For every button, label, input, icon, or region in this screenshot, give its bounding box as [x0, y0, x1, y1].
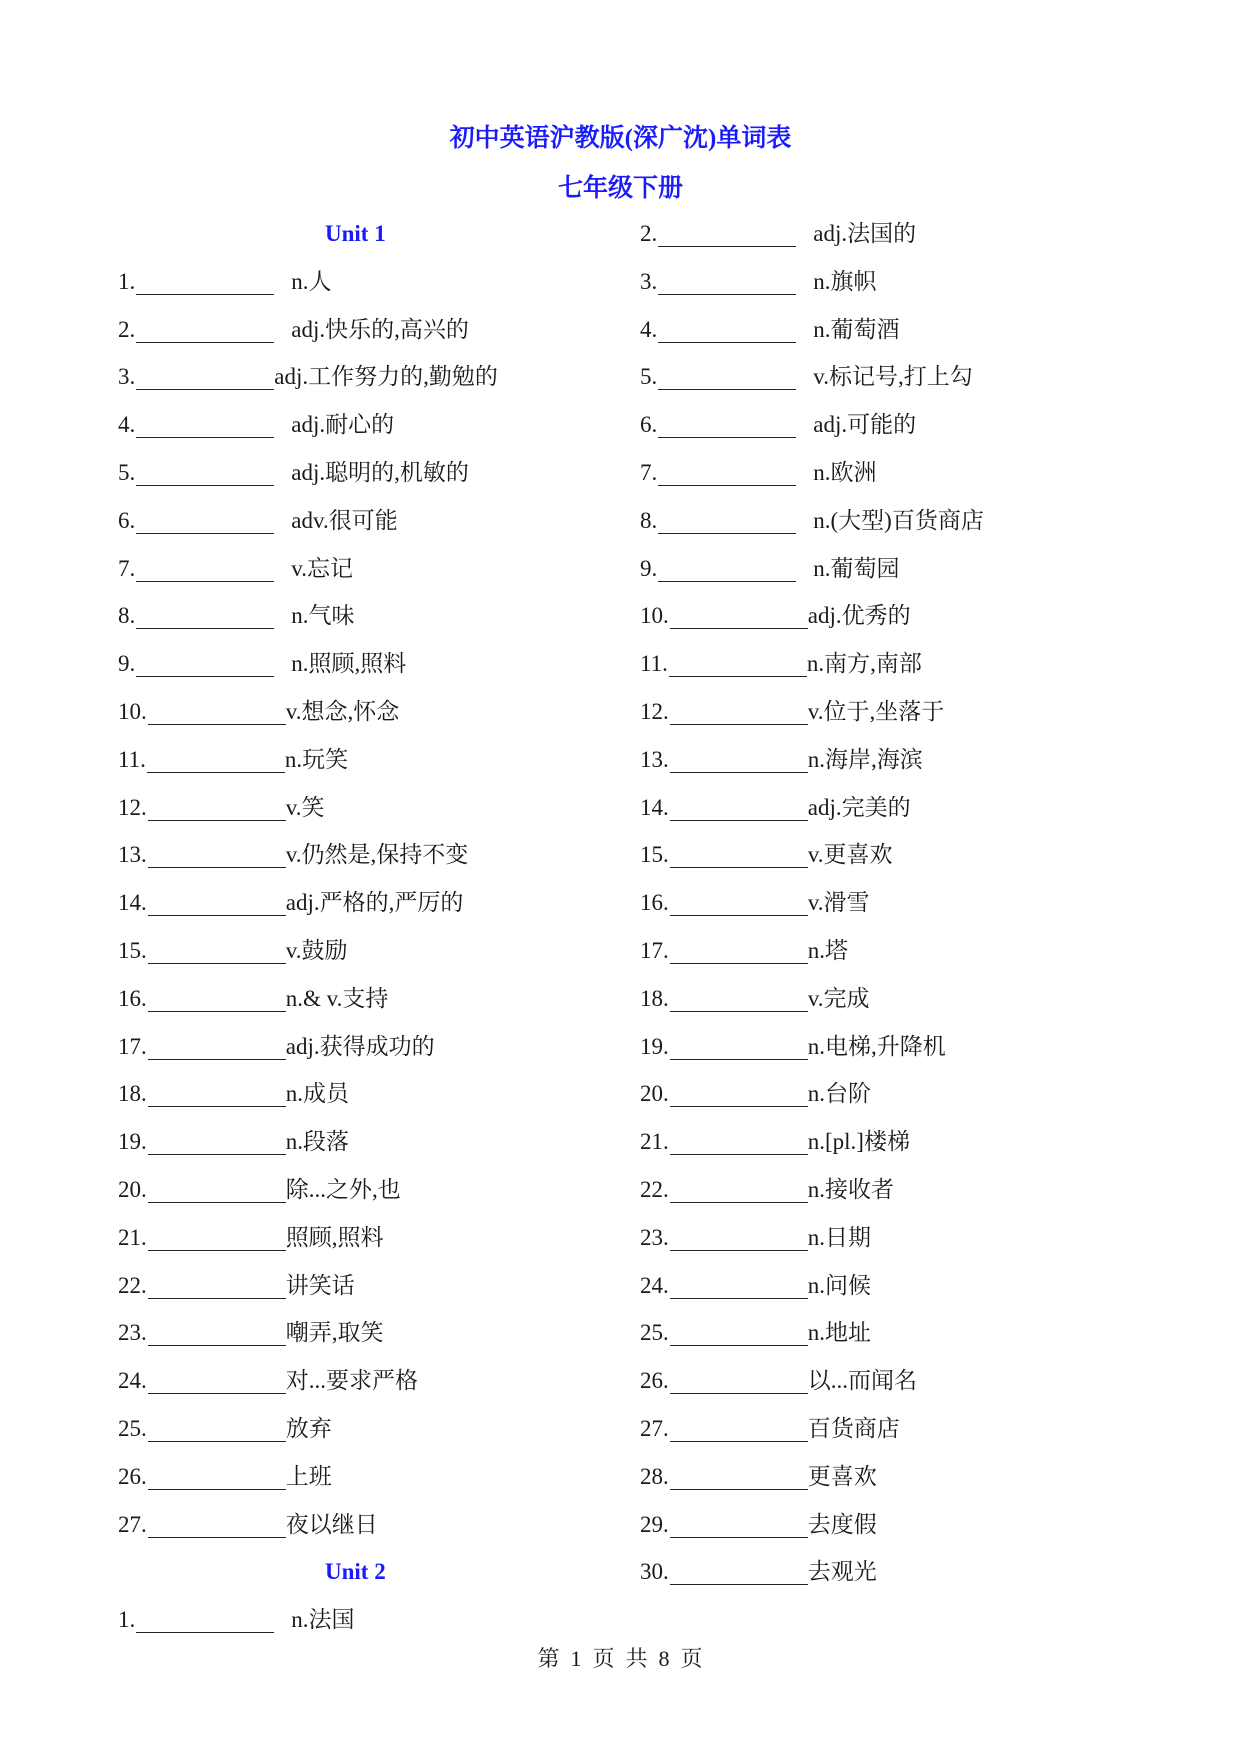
- answer-blank[interactable]: [670, 696, 808, 725]
- item-number: 9.: [640, 555, 658, 581]
- item-number: 5.: [640, 364, 658, 390]
- item-number: 3.: [118, 364, 136, 390]
- vocab-item: [640, 1262, 984, 1310]
- vocab-item: [118, 353, 498, 401]
- item-number: 3.: [640, 268, 658, 294]
- item-number: 11.: [640, 651, 668, 677]
- vocab-item: [640, 640, 984, 688]
- answer-blank[interactable]: [148, 1461, 286, 1490]
- answer-blank[interactable]: [670, 792, 808, 821]
- item-meaning: n.成员: [285, 1081, 349, 1107]
- answer-blank[interactable]: [148, 935, 286, 964]
- item-number: 20.: [640, 1081, 669, 1107]
- item-number: 24.: [640, 1272, 669, 1298]
- answer-blank[interactable]: [148, 1317, 286, 1346]
- vocab-item: [640, 1214, 984, 1262]
- vocab-item: [118, 1070, 498, 1118]
- item-meaning: n.[pl.]楼梯: [807, 1129, 910, 1155]
- item-meaning: 更喜欢: [807, 1463, 877, 1489]
- item-number: 6.: [118, 507, 136, 533]
- vocab-item: [118, 975, 498, 1023]
- item-meaning: adj.可能的: [813, 412, 917, 438]
- item-number: 26.: [640, 1368, 669, 1394]
- item-meaning: v.仍然是,保持不变: [285, 842, 469, 868]
- item-meaning: adj.优秀的: [807, 603, 911, 629]
- item-number: 7.: [640, 459, 658, 485]
- item-number: 18.: [640, 985, 669, 1011]
- vocab-item: [118, 1405, 498, 1453]
- footer-total-prefix: 共: [625, 1646, 649, 1671]
- item-number: 4.: [640, 316, 658, 342]
- item-number: 7.: [118, 555, 136, 581]
- answer-blank[interactable]: [670, 1365, 808, 1394]
- answer-blank[interactable]: [670, 1174, 808, 1203]
- answer-blank[interactable]: [670, 1270, 808, 1299]
- item-meaning: adj.获得成功的: [285, 1033, 435, 1059]
- item-meaning: v.笑: [285, 794, 325, 820]
- vocab-item: [640, 1501, 984, 1549]
- item-meaning: 百货商店: [807, 1415, 900, 1441]
- vocab-item: [118, 1023, 498, 1071]
- answer-blank[interactable]: [670, 744, 808, 773]
- vocab-item: [118, 306, 498, 354]
- vocab-item: [118, 736, 498, 784]
- vocab-item: [640, 401, 984, 449]
- item-meaning: adv.很可能: [291, 507, 398, 533]
- item-meaning: n.葡萄酒: [813, 316, 900, 342]
- answer-blank[interactable]: [148, 1509, 286, 1538]
- vocab-item: [640, 1405, 984, 1453]
- left-column: [118, 210, 498, 1644]
- answer-blank[interactable]: [136, 505, 274, 534]
- item-meaning: adj.工作努力的,勤勉的: [274, 364, 498, 390]
- item-meaning: n.接收者: [807, 1176, 894, 1202]
- vocab-item: [640, 210, 984, 258]
- vocab-item: [118, 1453, 498, 1501]
- item-meaning: n.(大型)百货商店: [813, 507, 984, 533]
- item-number: 19.: [118, 1129, 147, 1155]
- page-footer: [0, 1642, 1241, 1673]
- footer-total-label: 页: [680, 1646, 704, 1671]
- item-meaning: n.玩笑: [284, 746, 349, 772]
- answer-blank[interactable]: [136, 648, 274, 677]
- answer-blank[interactable]: [148, 1365, 286, 1394]
- answer-blank[interactable]: [148, 696, 286, 725]
- item-number: 2.: [640, 221, 658, 246]
- item-number: 13.: [640, 746, 669, 772]
- vocab-item: [640, 927, 984, 975]
- answer-blank[interactable]: [670, 600, 808, 629]
- answer-blank[interactable]: [136, 553, 274, 582]
- item-number: 15.: [118, 937, 147, 963]
- answer-blank[interactable]: [670, 1317, 808, 1346]
- item-number: 13.: [118, 842, 147, 868]
- item-meaning: v.更喜欢: [807, 842, 893, 868]
- answer-blank[interactable]: [148, 1413, 286, 1442]
- item-meaning: n.欧洲: [813, 459, 877, 485]
- answer-blank[interactable]: [658, 266, 796, 295]
- item-number: 21.: [118, 1224, 147, 1250]
- vocab-item: [118, 784, 498, 832]
- answer-blank[interactable]: [136, 266, 274, 295]
- vocab-item: [640, 1548, 984, 1596]
- item-meaning: v.想念,怀念: [285, 698, 400, 724]
- item-number: 17.: [640, 937, 669, 963]
- vocab-item: [640, 545, 984, 593]
- answer-blank[interactable]: [670, 983, 808, 1012]
- answer-blank[interactable]: [136, 314, 274, 343]
- answer-blank[interactable]: [148, 1174, 286, 1203]
- item-number: 1.: [118, 1607, 136, 1633]
- item-number: 16.: [118, 985, 147, 1011]
- item-meaning: adj.法国的: [813, 221, 917, 246]
- item-meaning: 除...之外,也: [285, 1176, 401, 1202]
- vocab-item: [640, 688, 984, 736]
- item-number: 17.: [118, 1033, 147, 1059]
- item-meaning: adj.严格的,严厉的: [285, 890, 464, 916]
- vocab-item: [640, 1357, 984, 1405]
- item-number: 22.: [640, 1176, 669, 1202]
- unit-heading: Unit 2: [325, 1559, 386, 1585]
- vocab-item: [640, 1023, 984, 1071]
- item-meaning: v.鼓励: [285, 937, 348, 963]
- vocab-item: [118, 831, 498, 879]
- vocab-item: [640, 736, 984, 784]
- item-meaning: 嘲弄,取笑: [285, 1320, 384, 1346]
- vocab-item: [640, 592, 984, 640]
- answer-blank[interactable]: [148, 1078, 286, 1107]
- answer-blank[interactable]: [670, 1509, 808, 1538]
- item-meaning: n.问候: [807, 1272, 871, 1298]
- vocab-item: [640, 831, 984, 879]
- answer-blank[interactable]: [148, 1031, 286, 1060]
- item-meaning: 上班: [285, 1463, 332, 1489]
- answer-blank[interactable]: [670, 1556, 808, 1585]
- vocab-item: [118, 1262, 498, 1310]
- item-meaning: 夜以继日: [285, 1511, 378, 1537]
- item-number: 23.: [640, 1224, 669, 1250]
- answer-blank[interactable]: [670, 1078, 808, 1107]
- vocab-item: [118, 401, 498, 449]
- answer-blank[interactable]: [136, 600, 274, 629]
- vocab-item: [118, 1501, 498, 1549]
- item-number: 19.: [640, 1033, 669, 1059]
- item-number: 1.: [118, 268, 136, 294]
- item-meaning: n.葡萄园: [813, 555, 900, 581]
- vocab-item: [118, 497, 498, 545]
- answer-blank[interactable]: [670, 839, 808, 868]
- item-number: 22.: [118, 1272, 147, 1298]
- vocab-item: [118, 1214, 498, 1262]
- vocab-item: [118, 545, 498, 593]
- vocab-item: [640, 879, 984, 927]
- footer-page-label: 页: [592, 1646, 616, 1671]
- item-number: 26.: [118, 1463, 147, 1489]
- answer-blank[interactable]: [670, 1222, 808, 1251]
- item-meaning: n.段落: [285, 1129, 349, 1155]
- item-meaning: adj.完美的: [807, 794, 911, 820]
- answer-blank[interactable]: [148, 1126, 286, 1155]
- answer-blank[interactable]: [136, 409, 274, 438]
- item-number: 8.: [640, 507, 658, 533]
- vocab-item: [118, 640, 498, 688]
- item-number: 12.: [640, 698, 669, 724]
- answer-blank[interactable]: [658, 409, 796, 438]
- vocab-item: [640, 353, 984, 401]
- item-meaning: n.电梯,升降机: [807, 1033, 946, 1059]
- item-number: 12.: [118, 794, 147, 820]
- item-meaning: n.台阶: [807, 1081, 871, 1107]
- item-meaning: n.南方,南部: [806, 651, 922, 677]
- item-meaning: n.日期: [807, 1224, 871, 1250]
- footer-total-pages: 8: [658, 1646, 671, 1671]
- vocab-item: [640, 1453, 984, 1501]
- answer-blank[interactable]: [136, 361, 274, 390]
- answer-blank[interactable]: [148, 887, 286, 916]
- item-meaning: 以...而闻名: [807, 1368, 917, 1394]
- vocab-item: [640, 784, 984, 832]
- item-meaning: 去观光: [807, 1559, 877, 1585]
- vocab-item: [640, 1070, 984, 1118]
- item-number: 20.: [118, 1176, 147, 1202]
- item-meaning: 去度假: [807, 1511, 877, 1537]
- answer-blank[interactable]: [670, 1031, 808, 1060]
- item-number: 9.: [118, 651, 136, 677]
- answer-blank[interactable]: [658, 553, 796, 582]
- answer-blank[interactable]: [148, 792, 286, 821]
- item-number: 24.: [118, 1368, 147, 1394]
- item-number: 4.: [118, 412, 136, 438]
- item-number: 23.: [118, 1320, 147, 1346]
- vocab-item: [640, 1166, 984, 1214]
- unit-heading: Unit 1: [325, 221, 386, 246]
- answer-blank[interactable]: [147, 744, 285, 773]
- item-number: 18.: [118, 1081, 147, 1107]
- item-number: 25.: [640, 1320, 669, 1346]
- item-number: 15.: [640, 842, 669, 868]
- item-meaning: 照顾,照料: [285, 1224, 384, 1250]
- item-meaning: adj.快乐的,高兴的: [291, 316, 469, 342]
- item-number: 11.: [118, 746, 146, 772]
- vocab-item: [640, 306, 984, 354]
- vocab-item: [118, 1357, 498, 1405]
- answer-blank[interactable]: [148, 1222, 286, 1251]
- item-number: 14.: [640, 794, 669, 820]
- vocab-item: [640, 497, 984, 545]
- vocab-item: [118, 1118, 498, 1166]
- vocab-item: [118, 879, 498, 927]
- item-meaning: adj.耐心的: [291, 412, 395, 438]
- item-meaning: 对...要求严格: [285, 1368, 418, 1394]
- item-number: 29.: [640, 1511, 669, 1537]
- answer-blank[interactable]: [148, 1270, 286, 1299]
- vocab-item: [118, 688, 498, 736]
- item-meaning: 放弃: [285, 1415, 332, 1441]
- page-subtitle: 七年级下册: [557, 175, 683, 202]
- item-number: 2.: [118, 316, 136, 342]
- answer-blank[interactable]: [669, 648, 807, 677]
- vocab-item: [118, 1309, 498, 1357]
- page-title: 初中英语沪教版(深广沈)单词表: [449, 125, 792, 152]
- item-number: 28.: [640, 1463, 669, 1489]
- item-meaning: n.塔: [807, 937, 848, 963]
- item-number: 6.: [640, 412, 658, 438]
- answer-blank[interactable]: [148, 839, 286, 868]
- item-meaning: n.地址: [807, 1320, 871, 1346]
- vocab-item: [640, 1309, 984, 1357]
- item-meaning: n.气味: [291, 603, 355, 629]
- item-meaning: n.& v.支持: [285, 985, 389, 1011]
- item-meaning: v.忘记: [291, 555, 354, 581]
- item-meaning: 讲笑话: [285, 1272, 355, 1298]
- vocab-item: [640, 975, 984, 1023]
- answer-blank[interactable]: [658, 505, 796, 534]
- item-number: 25.: [118, 1415, 147, 1441]
- answer-blank[interactable]: [670, 1461, 808, 1490]
- item-number: 27.: [118, 1511, 147, 1537]
- vocab-item: [118, 927, 498, 975]
- item-number: 30.: [640, 1559, 669, 1585]
- footer-page-number: 1: [570, 1646, 583, 1671]
- item-meaning: v.位于,坐落于: [807, 698, 945, 724]
- answer-blank[interactable]: [670, 1413, 808, 1442]
- item-meaning: v.标记号,打上勾: [813, 364, 973, 390]
- vocab-item: [640, 258, 984, 306]
- vocab-item: [118, 1166, 498, 1214]
- item-number: 8.: [118, 603, 136, 629]
- answer-blank[interactable]: [658, 218, 796, 247]
- vocab-item: [640, 449, 984, 497]
- vocab-item: [118, 449, 498, 497]
- vocab-item: [640, 1118, 984, 1166]
- item-meaning: n.照顾,照料: [291, 651, 407, 677]
- right-column: [640, 210, 984, 1596]
- item-number: 5.: [118, 459, 136, 485]
- footer-prefix: 第: [537, 1646, 561, 1671]
- answer-blank[interactable]: [148, 983, 286, 1012]
- vocab-item: [118, 592, 498, 640]
- item-number: 27.: [640, 1415, 669, 1441]
- vocab-item: [118, 1596, 498, 1644]
- answer-blank[interactable]: [658, 457, 796, 486]
- item-number: 14.: [118, 890, 147, 916]
- item-meaning: adj.聪明的,机敏的: [291, 459, 469, 485]
- item-number: 16.: [640, 890, 669, 916]
- item-meaning: n.旗帜: [813, 268, 877, 294]
- answer-blank[interactable]: [136, 457, 274, 486]
- answer-blank[interactable]: [670, 887, 808, 916]
- answer-blank[interactable]: [658, 314, 796, 343]
- item-number: 10.: [118, 698, 147, 724]
- item-meaning: v.滑雪: [807, 890, 870, 916]
- answer-blank[interactable]: [670, 935, 808, 964]
- answer-blank[interactable]: [670, 1126, 808, 1155]
- item-meaning: n.人: [291, 268, 332, 294]
- vocab-item: [118, 258, 498, 306]
- item-meaning: v.完成: [807, 985, 870, 1011]
- answer-blank[interactable]: [658, 361, 796, 390]
- item-number: 21.: [640, 1129, 669, 1155]
- answer-blank[interactable]: [136, 1604, 274, 1633]
- item-number: 10.: [640, 603, 669, 629]
- item-meaning: n.法国: [291, 1607, 355, 1633]
- item-meaning: n.海岸,海滨: [807, 746, 923, 772]
